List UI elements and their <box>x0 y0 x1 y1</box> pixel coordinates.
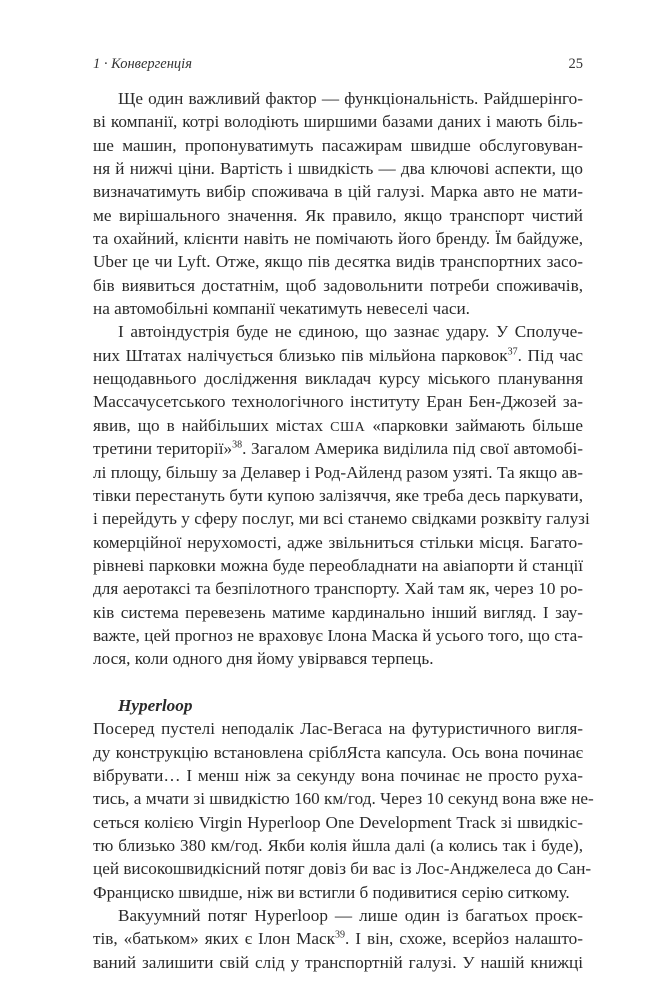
text-line: І автоіндустрія буде не єдиною, що зазнає удару. У Сполуче- <box>118 322 583 342</box>
footnote-ref-38[interactable]: 38 <box>232 439 243 451</box>
paragraph-4 <box>93 904 583 974</box>
text-line: бів виявиться достатнім, щоб задовольнити потреби споживачів, <box>93 275 583 295</box>
text-line: тівки перестануть бути купою залізяччя, яке треба десь паркувати, <box>93 485 583 505</box>
text-line <box>93 344 583 367</box>
text-line: тись, а мчати зі швидкістю 160 км/год. Через 10 секунд вона вже не- <box>93 789 594 809</box>
running-head <box>93 56 583 76</box>
footnote-ref-37[interactable]: 37 <box>507 346 518 358</box>
text-line: Массачусетського технологічного інституту Еран Бен-Джозей за- <box>93 392 583 412</box>
text-line: ня й нижчі ціни. Вартість і швидкість — два ключові аспекти, що <box>93 159 583 179</box>
text-line: ше машин, пропонуватимуть пасажирам швидше обслуговуван- <box>93 135 583 155</box>
text-line: та охайний, клієнти навіть не помічають його бренду. Їм байдуже, <box>93 229 583 249</box>
text-line: для аеротаксі та безпілотного транспорту. Хай там як, через 10 ро- <box>93 579 583 599</box>
text-line <box>93 927 583 950</box>
text-line: рівневі парковки можна буде переобладнати на авіапорти й станції <box>93 555 583 575</box>
text-line: важте, цей прогноз не враховує Ілона Маска й усього того, що ста- <box>93 625 583 645</box>
text-run: . Під час <box>517 345 583 365</box>
page-number: 25 <box>568 56 583 72</box>
text-line: Uber це чи Lyft. Отже, якщо пів десятка видів транспортних засо- <box>93 252 583 272</box>
footnote-ref-39[interactable]: 39 <box>335 929 346 941</box>
paragraph-1 <box>93 87 583 320</box>
text-run: тів, «батьком» яких є Ілон Маск <box>93 929 336 949</box>
body-text <box>93 87 594 974</box>
paragraph-2 <box>93 320 590 670</box>
text-line: лося, коли одного дня йому увірвався терпець. <box>93 649 434 669</box>
text-line: сеться колією Virgin Hyperloop One Development Track зі швидкіс- <box>93 812 583 832</box>
text-line: ві компанії, котрі володіють ширшими базами даних і мають біль- <box>93 112 583 132</box>
text-line: ків система перевезень матиме кардинально інший вигляд. І зау- <box>93 602 583 622</box>
text-line: Посеред пустелі неподалік Лас-Вегаса на футуристичного вигля- <box>93 719 583 739</box>
paragraph-3 <box>93 717 594 904</box>
text-line: ваний залишити свій слід у транспортній галузі. У нашій книжці <box>93 952 583 972</box>
text-line: вібрувати… І менш ніж за секунду вона починає не просто руха- <box>93 765 583 785</box>
text-run: . Загалом Америка виділила під свої автомобі- <box>242 439 583 459</box>
text-line: нещодавнього дослідження викладач курсу міського планування <box>93 369 583 389</box>
text-line: ме вирішального значення. Як правило, якщо транспорт чистий <box>93 205 583 225</box>
text-line: Вакуумний потяг Hyperloop — лише один із багатьох проєк- <box>118 906 583 926</box>
small-caps-usa: США <box>330 419 366 435</box>
text-line: на автомобільні компанії чекатимуть невеселі часи. <box>93 299 470 319</box>
text-line: визначатимуть вибір споживача в цій галузі. Марка авто не мати- <box>93 182 583 202</box>
text-line: лі площу, більшу за Делавер і Род-Айленд разом узяті. Та якщо ав- <box>93 462 583 482</box>
text-run: третини території» <box>93 439 233 459</box>
text-line: ду конструкцію встановлена сріблЯста капсула. Ось вона починає <box>93 742 583 762</box>
text-line: Ще один важливий фактор — функціональність. Райдшерінго- <box>118 89 583 108</box>
section-gap <box>93 671 583 694</box>
text-run: явив, що в найбільших містах <box>93 415 331 435</box>
text-run: . І він, схоже, всерйоз налашто- <box>345 929 583 949</box>
chapter-label: 1 · Конвергенція <box>93 56 192 72</box>
text-line: тю близько 380 км/год. Якби колія йшла далі (а колись так і буде), <box>93 836 583 855</box>
section-subheading: Hyperloop <box>118 695 193 715</box>
text-line: цей високошвидкісний потяг довіз би вас із Лос-Анджелеса до Сан- <box>93 859 592 879</box>
text-line: комерційної нерухомості, адже звільниться стільки місця. Багато- <box>93 532 583 552</box>
text-line <box>93 437 583 460</box>
text-run: «парковки займають більше <box>365 415 583 435</box>
text-line: і перейдуть у сферу послуг, ми всі станемо свідками розквіту галузі <box>93 509 590 529</box>
text-run: них Штатах налічується близько пів мільйона парковок <box>93 345 508 365</box>
text-line <box>93 414 583 437</box>
text-line: Франциско швидше, ніж ви встигли б подивитися серію ситкому. <box>93 882 570 902</box>
